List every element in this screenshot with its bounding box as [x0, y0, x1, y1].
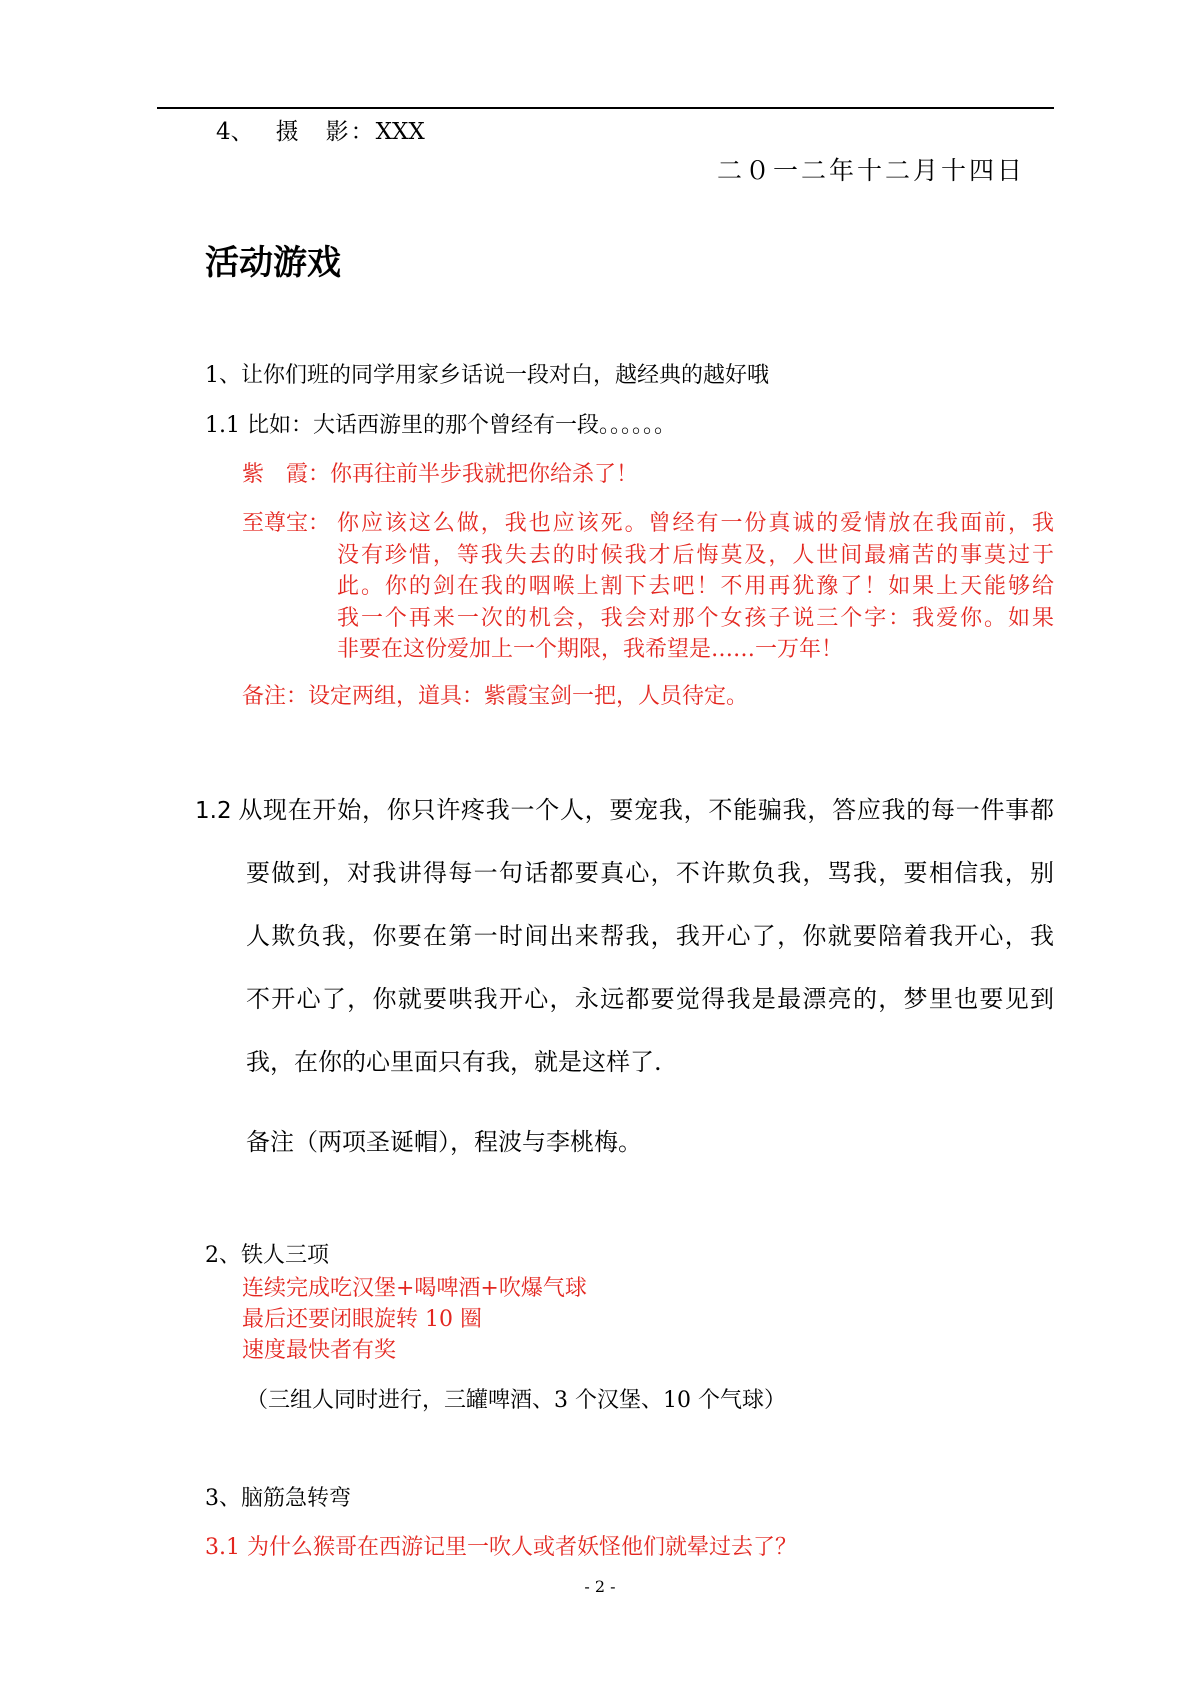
page-number: - 2 -: [584, 1577, 616, 1596]
game1-sub2-paragraph: [246, 842, 1054, 1094]
credit-label: 摄 影：: [275, 119, 376, 145]
document-date: 二０一二年十二月十四日: [716, 156, 1025, 185]
rule-item: 速度最快者有奖: [242, 1338, 397, 1363]
game1-sub2-note: 备注（两项圣诞帽），程波与李桃梅。: [246, 1128, 642, 1156]
dialogue-text-line: 没有珍惜，等我失去的时候我才后悔莫及，人世间最痛苦的事莫过于: [337, 542, 1054, 568]
game2-heading: 2、铁人三项: [205, 1243, 329, 1268]
dialogue-line-zixia: [242, 459, 638, 491]
game3-heading: 3、脑筋急转弯: [205, 1486, 351, 1511]
game1-sub2-text: 从现在开始，你只许疼我一个人，要宠我，不能骗我，答应我的每一件事都: [237, 796, 1054, 824]
credit-number: 4、: [216, 119, 254, 145]
game1-sub1-note: 备注：设定两组，道具：紫霞宝剑一把，人员待定。: [242, 684, 749, 709]
game2-rules: [242, 1273, 587, 1366]
dialogue-text-line: 此。你的剑在我的咽喉上割下去吧！不用再犹豫了！如果上天能够给: [337, 574, 1054, 599]
game1-sub2-number: 1.2: [195, 798, 232, 824]
rule-item: 连续完成吃汉堡+喝啤酒+吹爆气球: [242, 1276, 587, 1301]
game1-sub1-heading: 1.1 比如：大话西游里的那个曾经有一段。。。。。。: [205, 413, 676, 438]
section-title: 活动游戏: [205, 243, 341, 283]
paragraph-line: 人欺负我，你要在第一时间出来帮我，我开心了，你就要陪着我开心，我: [246, 922, 1054, 950]
dialogue-text: 你再往前半步我就把你给杀了！: [330, 462, 639, 487]
dialogue-text-line: 非要在这份爱加上一个期限，我希望是……一万年！: [337, 637, 844, 662]
rule-item: 最后还要闭眼旋转 10 圈: [242, 1307, 482, 1332]
paragraph-line: 我，在你的心里面只有我，就是这样了.: [246, 1048, 662, 1076]
paragraph-line: 要做到，对我讲得每一句话都要真心，不许欺负我，骂我，要相信我，别: [246, 859, 1054, 887]
game2-note: （三组人同时进行，三罐啤酒、3 个汉堡、10 个气球）: [246, 1388, 786, 1413]
credit-value: XXX: [375, 119, 425, 145]
paragraph-line: 不开心了，你就要哄我开心，永远都要觉得我是最漂亮的，梦里也要见到: [246, 985, 1054, 1013]
game3-question: 3.1 为什么猴哥在西游记里一吹人或者妖怪他们就晕过去了？: [205, 1535, 797, 1560]
dialogue-text-line: 我一个再来一次的机会，我会对那个女孩子说三个字：我爱你。如果: [337, 605, 1054, 631]
dialogue-text-block: [337, 508, 1054, 666]
game1-sub2-first-line: [195, 779, 1054, 843]
dialogue-text-line: 你应该这么做，我也应该死。曾经有一份真诚的爱情放在我面前，我: [337, 511, 1054, 536]
dialogue-speaker: 紫 霞：: [242, 462, 331, 487]
dialogue-speaker: 至尊宝：: [242, 511, 331, 536]
game1-heading: 1、让你们班的同学用家乡话说一段对白，越经典的越好哦: [205, 363, 769, 388]
photography-credit: [216, 117, 425, 147]
header-rule: [157, 107, 1054, 109]
